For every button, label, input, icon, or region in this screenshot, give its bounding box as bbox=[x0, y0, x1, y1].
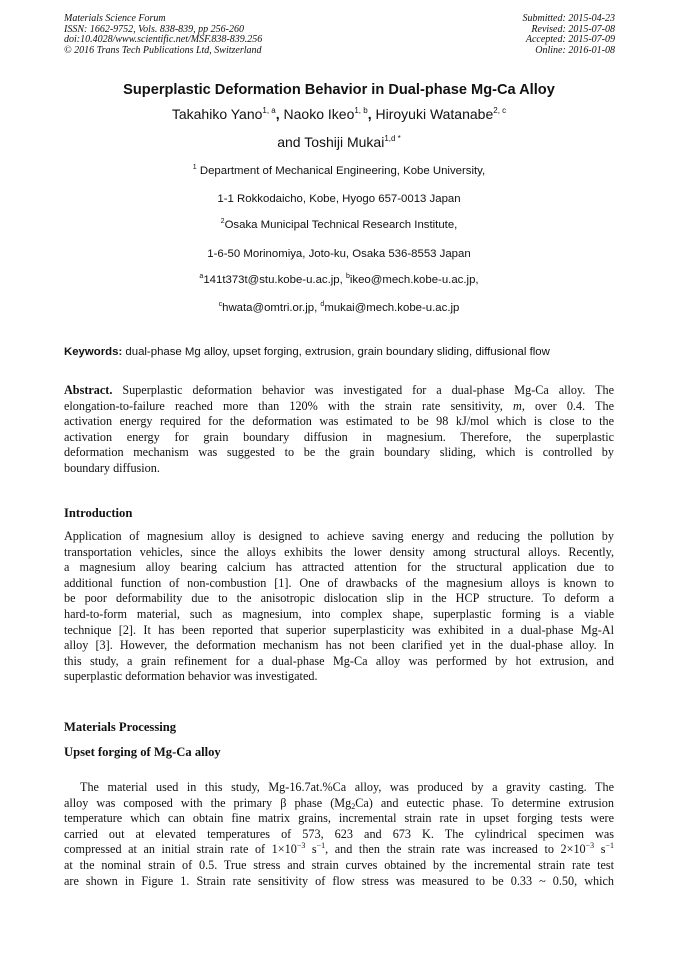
subscript: 2 bbox=[351, 801, 356, 811]
introduction-body bbox=[64, 529, 614, 685]
intro-line: additional function of non-combustion [1]. One of drawbacks of the magnesium alloys is known to bbox=[64, 575, 614, 590]
author-line-1: Takahiko Yano$^{1, a}$, Naoko Ikeo$^{1, b}$, Hiroyuki Watanabe$^{2, c}$ bbox=[171, 106, 507, 122]
abstract-line: boundary diffusion. bbox=[64, 460, 160, 475]
abstract-line: deformation mechanism was suggested to be the grain boundary sliding, which is controlled by bbox=[64, 445, 614, 460]
abstract-label: Abstract. bbox=[64, 383, 113, 397]
paper-title: Superplastic Deformation Behavior in Dual-phase Mg-Ca Alloy bbox=[123, 82, 555, 98]
intro-line: hard-to-form material, such as magnesium, into complex shape, superplastic forming is a viable bbox=[64, 606, 614, 621]
superscript: −3 bbox=[585, 841, 595, 851]
email-link[interactable]: 141t373t@stu.kobe-u.ac.jp, bbox=[203, 274, 346, 286]
email-line-2 bbox=[0, 302, 678, 314]
email-line-1 bbox=[0, 274, 678, 286]
email-link[interactable]: hwata@omtri.or.jp, bbox=[222, 302, 321, 314]
journal-name: Materials Science Forum bbox=[64, 13, 166, 24]
affiliation-1-line-1 bbox=[0, 165, 678, 177]
affil-text: Department of Mechanical Engineering, Kobe University, bbox=[199, 165, 486, 177]
materials-line: are shown in Figure 1. Strain rate sensitivity of flow stress was measured to be 0.33 ~ 0.50, which bbox=[64, 873, 614, 888]
intro-line: be poor deformability due to the anisotropic dislocation slip in the HCP structure. To deform a bbox=[64, 591, 614, 606]
intro-line: alloy [3]. However, the deformation mechanism has not been clarified yet in the dual-phase alloy. In bbox=[64, 638, 614, 653]
author-conjunction: and bbox=[277, 134, 301, 150]
keywords-text: dual-phase Mg alloy, upset forging, extrusion, grain boundary sliding, diffusional flow bbox=[122, 346, 550, 358]
materials-line: temperature which can obtain fine matrix grains, incremental strain rate in upset forging tests were bbox=[64, 811, 614, 826]
abstract-text: elongation-to-failure reached more than 120% with the strain rate sensitivity, bbox=[64, 398, 513, 413]
affil-sup: 2 bbox=[220, 218, 225, 225]
email-sup: d bbox=[320, 301, 325, 308]
keywords bbox=[64, 346, 616, 358]
email-sup: c bbox=[218, 301, 223, 308]
affiliation-2-line-2: 1-6-50 Morinomiya, Joto-ku, Osaka 536-8553 Japan bbox=[207, 248, 471, 260]
author-name: Takahiko Yano bbox=[171, 106, 263, 122]
revised-date: Revised: 2015-07-08 bbox=[531, 23, 615, 35]
materials-text: alloy was composed with the primary β phase (Mg bbox=[64, 795, 352, 810]
affiliation-2-line-1 bbox=[0, 219, 678, 231]
copyright-line: © 2016 Trans Tech Publications Ltd, Switzerland bbox=[64, 44, 262, 56]
materials-line: The material used in this study, Mg-16.7at.%Ca alloy, was produced by a gravity casting. The bbox=[80, 780, 614, 794]
strain-rate-symbol: m bbox=[513, 398, 522, 413]
accepted-date: Accepted: 2015-07-09 bbox=[525, 34, 615, 46]
intro-line: transportation vehicles, since the alloys exhibits the lower density among structural alloys. Recently, bbox=[64, 544, 614, 559]
submitted-date: Submitted: 2015-04-23 bbox=[522, 13, 615, 24]
materials-body bbox=[64, 780, 614, 889]
email-link[interactable]: ikeo@mech.kobe-u.ac.jp, bbox=[349, 274, 479, 286]
author-affil-sup: 1, a bbox=[262, 106, 276, 115]
materials-line: at the nominal strain of 0.5. True stress and strain curves obtained by the incremental strain rate test bbox=[64, 857, 614, 872]
author-name: Hiroyuki Watanabe bbox=[375, 106, 494, 122]
materials-line: carried out at elevated temperatures of 573, 623 and 673 K. The cylindrical specimen was bbox=[64, 826, 614, 841]
author-affil-sup: 1,d * bbox=[384, 134, 401, 143]
author-affil-sup: 2, c bbox=[493, 106, 507, 115]
affil-sup: 1 bbox=[192, 164, 197, 171]
introduction-heading: Introduction bbox=[64, 506, 133, 520]
materials-text: Ca) and eutectic phase. To determine extrusion bbox=[355, 795, 614, 810]
abstract-line: activation energy required for the deformation was estimated to be 98 kJ/mol which is close to the bbox=[64, 414, 614, 429]
affiliation-1-line-2: 1-1 Rokkodaicho, Kobe, Hyogo 657-0013 Japan bbox=[217, 193, 461, 205]
author-name: Naoko Ikeo bbox=[283, 106, 355, 122]
abstract-text: , over 0.4. The bbox=[521, 398, 614, 413]
abstract-line bbox=[64, 383, 614, 399]
abstract-line bbox=[64, 399, 614, 415]
online-date: Online: 2016-01-08 bbox=[535, 44, 615, 56]
email-link[interactable]: mukai@mech.kobe-u.ac.jp bbox=[324, 302, 460, 314]
materials-line bbox=[64, 842, 614, 858]
materials-text: s bbox=[305, 842, 317, 857]
superscript: −1 bbox=[316, 841, 326, 851]
materials-text: , and then the strain rate was increased to 2×10 bbox=[325, 842, 586, 857]
superscript: −3 bbox=[296, 841, 306, 851]
email-sup: a bbox=[199, 273, 204, 280]
materials-text: compressed at an initial strain rate of 1×10 bbox=[64, 842, 297, 857]
intro-line: a magnesium alloy bearing calcium has attracted attention for the structural application due to bbox=[64, 560, 614, 575]
issn-line: ISSN: 1662-9752, Vols. 838-839, pp 256-260 bbox=[64, 23, 244, 35]
materials-text: s bbox=[594, 842, 606, 857]
author-name: Toshiji Mukai bbox=[304, 134, 385, 150]
journal-header bbox=[64, 14, 262, 56]
doi-line: doi:10.4028/www.scientific.net/MSF.838-839.256 bbox=[64, 34, 263, 46]
abstract-text: Superplastic deformation behavior was investigated for a dual-phase Mg-Ca alloy. The bbox=[112, 383, 614, 397]
intro-line: this study, a grain refinement for a dual-phase Mg-Ca alloy was performed by hot extrusion, and bbox=[64, 653, 614, 668]
keywords-label: Keywords: bbox=[64, 346, 123, 358]
dates-header bbox=[523, 14, 616, 56]
abstract bbox=[64, 383, 614, 477]
affil-text: Osaka Municipal Technical Research Institute, bbox=[224, 219, 458, 231]
intro-line: Application of magnesium alloy is designed to achieve saving energy and reducing the pollution by bbox=[64, 529, 614, 543]
upset-forging-subheading: Upset forging of Mg-Ca alloy bbox=[64, 745, 221, 759]
abstract-line: activation energy for grain boundary diffusion in magnesium. Therefore, the superplastic bbox=[64, 429, 614, 444]
materials-line bbox=[64, 796, 614, 812]
intro-line: superplastic deformation behavior was investigated. bbox=[64, 669, 318, 684]
intro-line: technique [2]. It has been reported that superior superplasticity was exhibited in a dual-phase Mg-Al bbox=[64, 622, 614, 637]
author-line-2 bbox=[0, 134, 678, 150]
materials-heading: Materials Processing bbox=[64, 720, 177, 734]
author-affil-sup: 1, b bbox=[354, 106, 368, 115]
email-sup: b bbox=[345, 273, 350, 280]
superscript: −1 bbox=[605, 841, 614, 851]
